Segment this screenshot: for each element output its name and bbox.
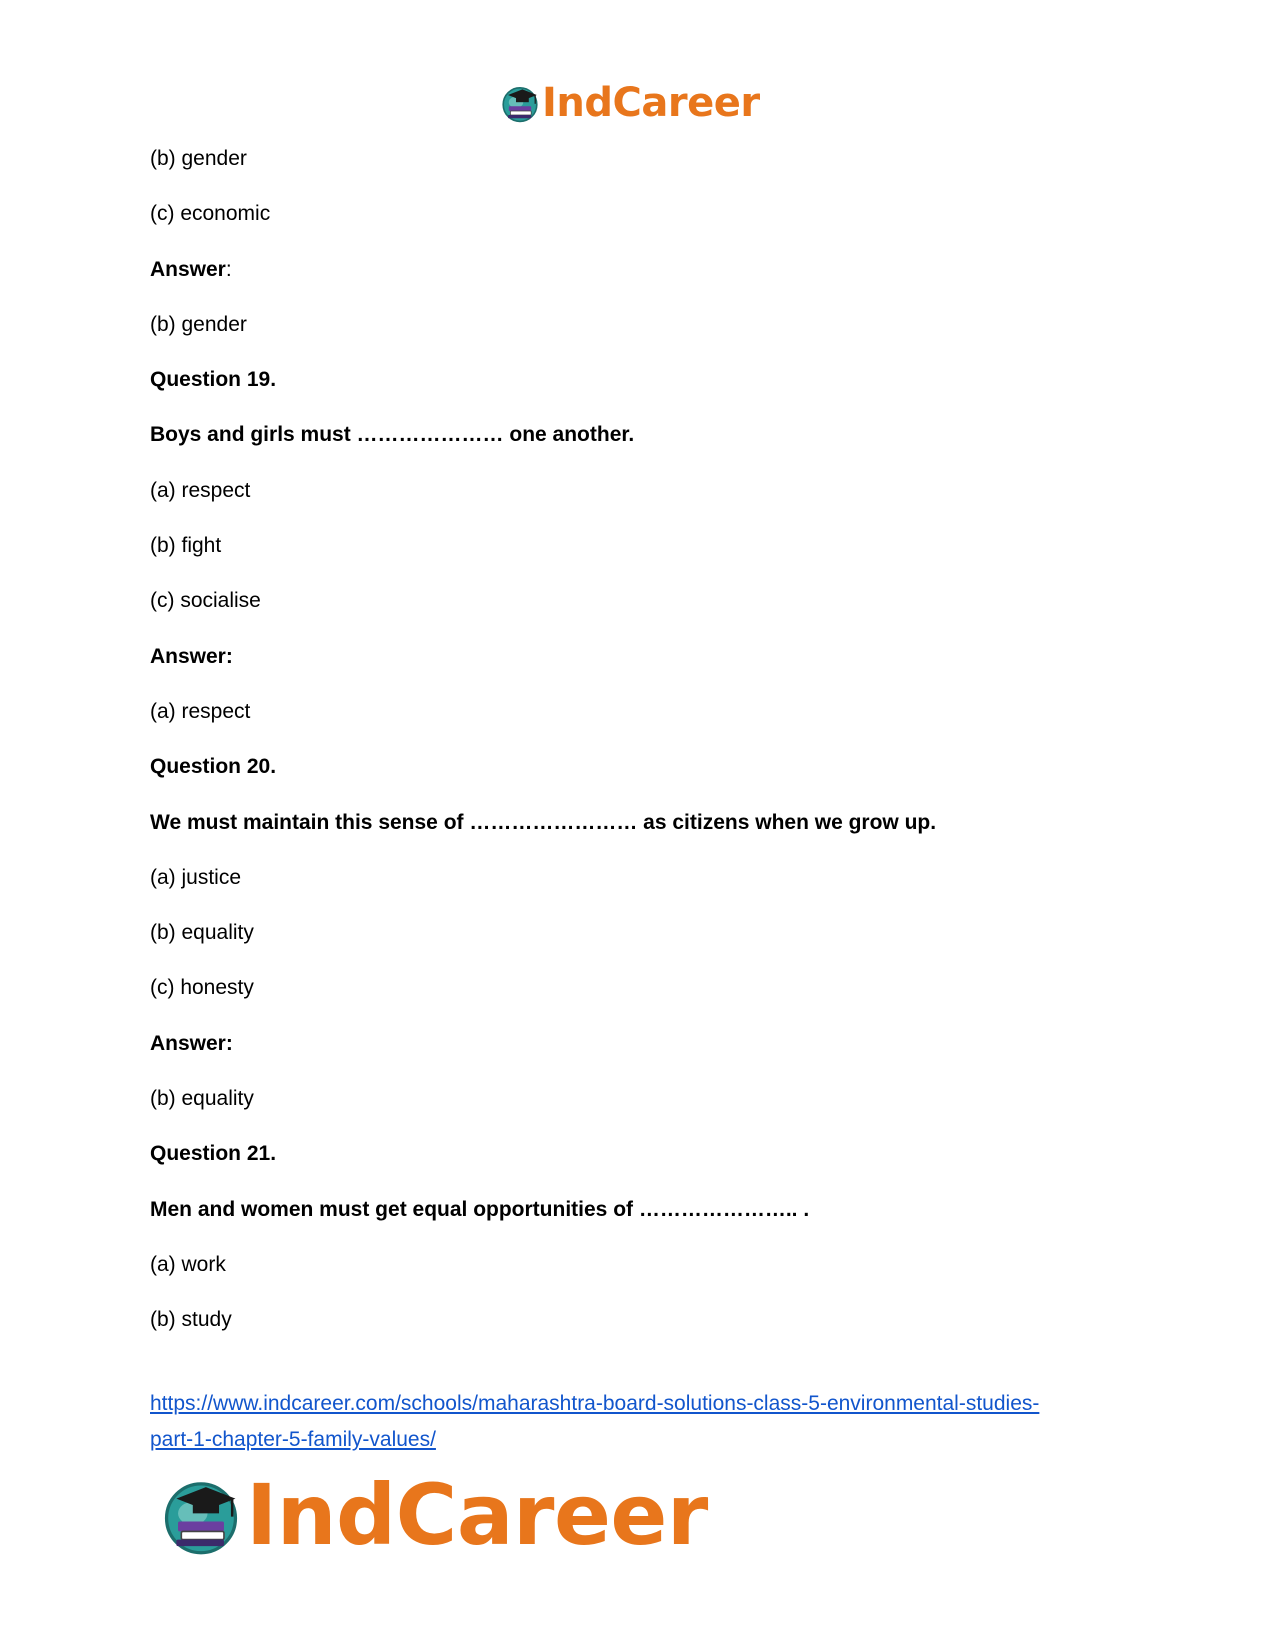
header-logo — [500, 80, 760, 126]
answer-label: Answer: — [150, 1031, 233, 1055]
option-text: (b) gender — [150, 312, 247, 336]
option-text: (c) honesty — [150, 976, 254, 1000]
source-link-line-2: part-1-chapter-5-family-values/ — [150, 1428, 436, 1451]
answer-label: Answer: — [150, 644, 233, 668]
option-text: (b) gender — [150, 147, 247, 170]
option-text: (c) economic — [150, 202, 271, 226]
option-text: (a) work — [150, 1252, 226, 1276]
option-text: (b) equality — [150, 1087, 254, 1111]
option-text: (b) fight — [150, 534, 222, 558]
question-text: Men and women must get equal opportunities of ………………….. . — [150, 1197, 810, 1221]
option-text: (b) equality — [150, 921, 254, 945]
option-text: (c) socialise — [150, 589, 261, 613]
question-text: We must maintain this sense of …………………… as citizens when we grow up. — [150, 810, 937, 834]
logo-text: IndCareer — [542, 80, 760, 126]
question-text: Boys and girls must ………………… one another. — [150, 423, 635, 447]
question-number: Question 19. — [150, 368, 277, 392]
answer-label-text: Answer — [150, 257, 226, 281]
option-text: (a) justice — [150, 865, 242, 889]
graduation-cap-books-globe-icon — [500, 83, 540, 123]
source-link-line-1: https://www.indcareer.com/schools/maharashtra-board-solutions-class-5-environmental-studies- — [150, 1392, 1040, 1415]
footer-logo-text: IndCareer — [246, 1466, 708, 1564]
graduation-cap-books-globe-icon — [160, 1474, 242, 1556]
question-number: Question 21. — [150, 1142, 277, 1166]
source-link[interactable] — [150, 1386, 1140, 1458]
option-text: (a) respect — [150, 478, 251, 502]
question-number: Question 20. — [150, 755, 277, 779]
source-link-block — [150, 1386, 1140, 1458]
answer-label — [150, 257, 1130, 283]
footer-logo — [160, 1466, 708, 1564]
option-text: (b) study — [150, 1308, 232, 1332]
option-text: (a) respect — [150, 699, 251, 723]
answer-label-colon: : — [225, 257, 232, 281]
document-body — [150, 146, 1130, 1363]
